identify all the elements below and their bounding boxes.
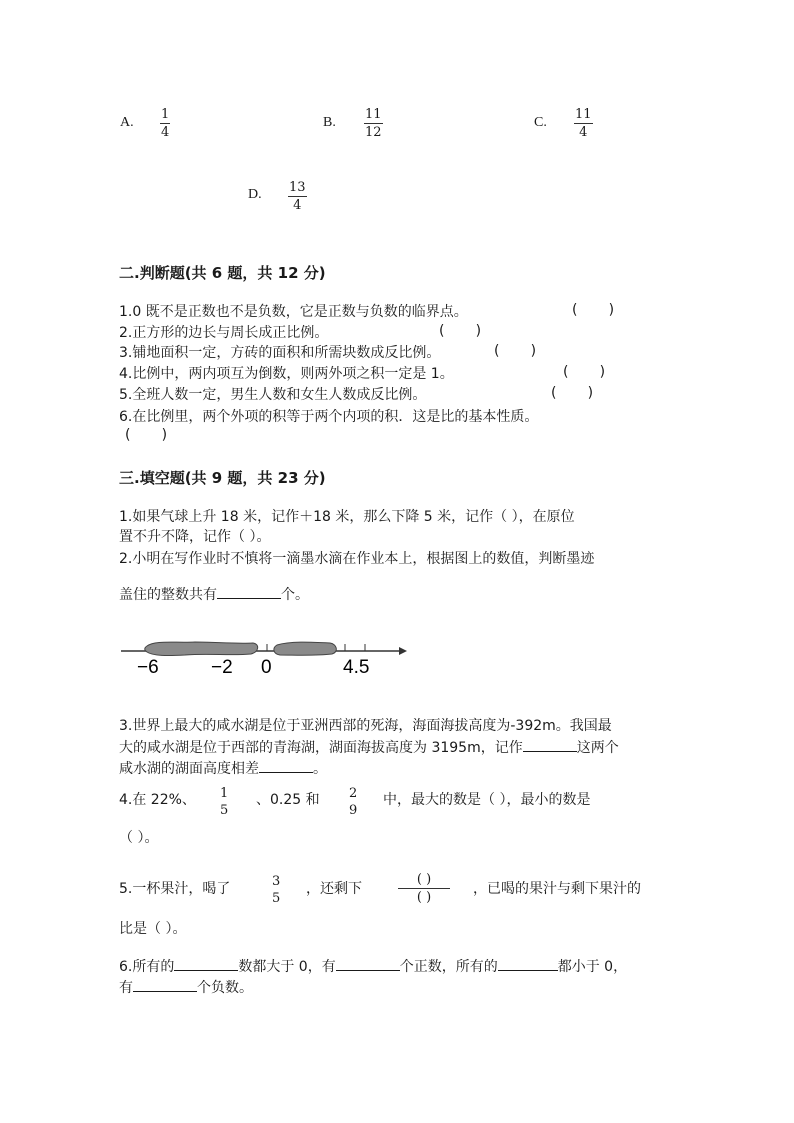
number-line-label-neg2: −2 bbox=[211, 657, 233, 678]
fill-q5-fraction-1 bbox=[271, 874, 281, 906]
number-line-figure bbox=[115, 632, 415, 680]
judge-item-4-answer[interactable]: ( ) bbox=[563, 364, 606, 380]
fill-q5-mid: ，还剩下 bbox=[306, 881, 362, 897]
fill-q5-fraction-2[interactable] bbox=[398, 872, 450, 905]
number-line-label-zero: 0 bbox=[261, 657, 272, 678]
option-a-numerator: 1 bbox=[161, 107, 170, 122]
number-line-arrow-icon bbox=[399, 647, 407, 655]
fill-q3-line2 bbox=[119, 737, 619, 758]
fill-q4-mid: 、0.25 和 bbox=[256, 792, 320, 808]
fill-q6-text-a: 6.所有的 bbox=[119, 959, 175, 975]
option-d-numerator: 13 bbox=[289, 180, 306, 195]
fill-q5-frac1-num: 3 bbox=[272, 874, 281, 889]
fill-q3-blank-1[interactable] bbox=[523, 737, 577, 752]
fill-q4-line2: （ ）。 bbox=[119, 830, 159, 846]
fill-q4-frac2-num: 2 bbox=[349, 786, 358, 801]
fill-q2-line2 bbox=[119, 584, 309, 605]
judge-item-2 bbox=[119, 323, 328, 343]
judge-item-1-answer[interactable]: ( ) bbox=[572, 302, 615, 318]
number-line-label-4-5: 4.5 bbox=[343, 657, 370, 678]
judge-item-1-text: 1.0 既不是正数也不是负数，它是正数与负数的临界点。 bbox=[119, 304, 468, 320]
option-d-fraction bbox=[288, 180, 307, 213]
fill-q6-text-b: 数都大于 0，有 bbox=[238, 959, 336, 975]
option-d-denominator: 4 bbox=[293, 198, 302, 213]
judge-item-6-answer[interactable]: ( ) bbox=[125, 427, 168, 443]
fill-q2-line1: 2.小明在写作业时不慎将一滴墨水滴在作业本上，根据图上的数值，判断墨迹 bbox=[119, 551, 595, 567]
fill-q3-text-a: 大的咸水湖是位于西部的青海湖，湖面海拔高度为 3195m，记作 bbox=[119, 740, 523, 756]
section3-title: 三.填空题(共 9 题，共 23 分) bbox=[119, 469, 326, 487]
ink-blot-right bbox=[274, 642, 336, 655]
fill-q3-text-c: 咸水湖的湖面高度相差 bbox=[119, 761, 259, 777]
fill-q1-line1: 1.如果气球上升 18 米，记作＋18 米，那么下降 5 米，记作（ ），在原位 bbox=[119, 509, 575, 525]
fill-q3-text-b: 这两个 bbox=[576, 740, 619, 756]
fill-q6-text-e: 有 bbox=[119, 980, 133, 996]
fill-q5-frac1-den: 5 bbox=[272, 891, 281, 906]
fill-q4-frac1-den: 5 bbox=[220, 803, 229, 818]
fill-q3-line1: 3.世界上最大的咸水湖是位于亚洲西部的死海，海面海拔高度为-392m。我国最 bbox=[119, 718, 612, 734]
fill-q6-line2 bbox=[119, 977, 253, 998]
option-b-numerator: 11 bbox=[365, 107, 382, 122]
option-d-label[interactable]: D. bbox=[248, 187, 262, 202]
fill-q6-blank-1[interactable] bbox=[174, 956, 238, 971]
option-b-label[interactable]: B. bbox=[323, 115, 336, 130]
judge-item-5 bbox=[119, 385, 426, 405]
fill-q3-text-d: 。 bbox=[313, 761, 327, 777]
fill-q6-text-d: 都小于 0， bbox=[557, 959, 628, 975]
judge-item-3 bbox=[119, 343, 440, 363]
fill-q5-frac2-den: ( ) bbox=[416, 890, 432, 905]
judge-item-4 bbox=[119, 364, 454, 384]
section2-title: 二.判断题(共 6 题，共 12 分) bbox=[119, 264, 326, 282]
fill-q5-pre: 5.一杯果汁，喝了 bbox=[119, 881, 231, 897]
option-c-fraction bbox=[574, 107, 593, 140]
fill-q6-blank-4[interactable] bbox=[133, 977, 197, 992]
fill-q6-text-f: 个负数。 bbox=[197, 980, 253, 996]
fill-q4-frac2-den: 9 bbox=[349, 803, 358, 818]
fill-q4-pre: 4.在 22%、 bbox=[119, 792, 196, 808]
fill-q4-fraction-1 bbox=[219, 786, 229, 818]
fill-q2-blank[interactable] bbox=[217, 584, 281, 599]
option-c-numerator: 11 bbox=[575, 107, 592, 122]
fill-q1-line2: 置不升不降，记作（ ）。 bbox=[119, 529, 271, 545]
fill-q5-line2: 比是（ ）。 bbox=[119, 921, 187, 937]
judge-item-5-answer[interactable]: ( ) bbox=[551, 385, 594, 401]
judge-item-2-answer[interactable]: ( ) bbox=[439, 323, 482, 339]
fill-q6-blank-3[interactable] bbox=[498, 956, 558, 971]
option-c-denominator: 4 bbox=[579, 125, 588, 140]
fill-q4-frac1-num: 1 bbox=[220, 786, 229, 801]
fill-q6-line1 bbox=[119, 956, 627, 977]
fill-q3-line3 bbox=[119, 758, 327, 779]
judge-item-3-answer[interactable]: ( ) bbox=[494, 343, 537, 359]
ink-blot-left bbox=[145, 642, 258, 656]
fill-q4-post: 中，最大的数是（ ），最小的数是 bbox=[383, 792, 591, 808]
fill-q3-blank-2[interactable] bbox=[259, 758, 313, 773]
judge-item-3-text: 3.铺地面积一定，方砖的面积和所需块数成反比例。 bbox=[119, 345, 441, 361]
option-a-fraction bbox=[160, 107, 170, 140]
fill-q5-frac2-num: ( ) bbox=[398, 872, 450, 889]
judge-item-4-text: 4.比例中，两内项互为倒数，则两外项之积一定是 1。 bbox=[119, 366, 454, 382]
judge-item-6-text: 6.在比例里，两个外项的积等于两个内项的积．这是比的基本性质。 bbox=[119, 409, 539, 425]
option-b-fraction bbox=[364, 107, 383, 140]
option-c-label[interactable]: C. bbox=[534, 115, 547, 130]
judge-item-6 bbox=[119, 407, 538, 427]
fill-q2-text-b: 个。 bbox=[281, 587, 309, 603]
fill-q2-text-a: 盖住的整数共有 bbox=[119, 587, 217, 603]
option-b-denominator: 12 bbox=[365, 125, 382, 140]
fill-q4-fraction-2 bbox=[348, 786, 358, 818]
fill-q6-blank-2[interactable] bbox=[336, 956, 400, 971]
judge-item-1 bbox=[119, 302, 468, 322]
judge-item-5-text: 5.全班人数一定，男生人数和女生人数成反比例。 bbox=[119, 387, 427, 403]
fill-q5-post: ，已喝的果汁与剩下果汁的 bbox=[473, 881, 641, 897]
number-line-label-neg6: −6 bbox=[137, 657, 159, 678]
judge-item-2-text: 2.正方形的边长与周长成正比例。 bbox=[119, 325, 329, 341]
fill-q6-text-c: 个正数，所有的 bbox=[399, 959, 498, 975]
option-a-denominator: 4 bbox=[161, 125, 170, 140]
option-a-label[interactable]: A. bbox=[120, 115, 134, 130]
